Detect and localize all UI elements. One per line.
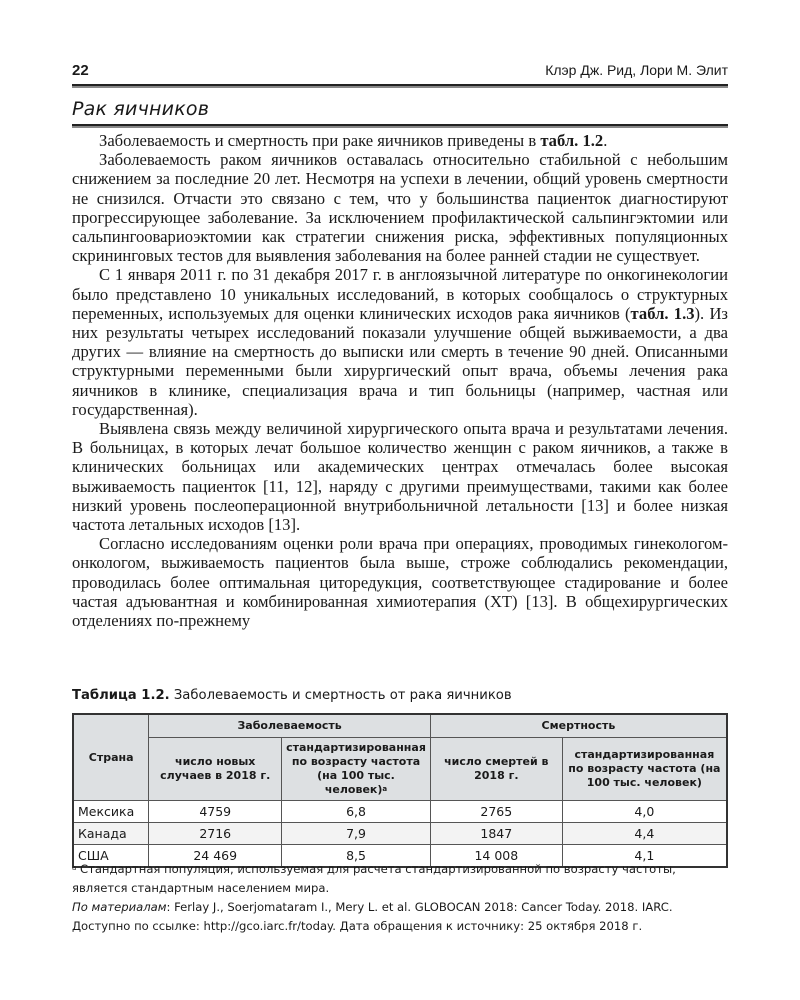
table-caption-label: Таблица 1.2. (72, 688, 170, 703)
cell-new-cases: 4759 (149, 801, 282, 823)
source-label: По материалам (72, 900, 167, 914)
cell-country: Канада (73, 823, 149, 845)
cell-mortality-rate: 4,1 (562, 845, 727, 868)
footnote-marker: а (72, 864, 77, 872)
header-rule (72, 84, 728, 88)
page-number: 22 (72, 62, 89, 79)
paragraph: Выявлена связь между величиной хирургического опыта врача и результатами лечения. В больницах, в которых лечат большое количество женщин с раком яичников, а также в клинических больницах или академических центрах отмечалась более высокая выживаемость пациенток [11, 12], наряду с другими преимуществами, такими как более низкий уровень послеоперационной внутрибольничной летальности [13] и более низкая частота летальных исходов [13]. (72, 419, 728, 535)
table-reference-link[interactable]: табл. 1.2 (540, 131, 604, 150)
access-note: Доступно по ссылке: http://gco.iarc.fr/today. Дата обращения к источнику: 25 октября 2018 г. (72, 919, 643, 933)
column-header-new-cases: число новых случаев в 2018 г. (149, 738, 282, 801)
cell-mortality-rate: 4,4 (562, 823, 727, 845)
paragraph: Заболеваемость и смертность при раке яичников приведены в табл. 1.2. (99, 131, 608, 150)
table-caption-text: Заболеваемость и смертность от рака яичников (169, 688, 512, 703)
cell-deaths: 1847 (430, 823, 562, 845)
source-note: По материалам: Ferlay J., Soerjomataram I., Mery L. et al. GLOBOCAN 2018: Cancer Today. 2018. IARC. (72, 900, 673, 914)
table-row (73, 801, 727, 823)
cell-country: Мексика (73, 801, 149, 823)
section-title-rule (72, 124, 728, 128)
table-footnotes (72, 860, 728, 936)
body-text (72, 131, 728, 630)
paragraph: Заболеваемость раком яичников оставалась относительно стабильной с небольшим снижением за последние 20 лет. Несмотря на успехи в лечении, общий уровень смертности не снизился. Отчасти это связано с тем, что у большинства пациенток диагностируют прогрессирующее заболевание. За исключением профилактической сальпингэктомии или сальпингоовариоэктомии как стратегии снижения риска, эффективных популяционных скрининговых тестов для выявления заболевания на более ранней стадии не существует. (72, 150, 728, 266)
running-header (72, 60, 728, 82)
footnote-marker: а (382, 785, 388, 793)
cell-deaths: 14 008 (430, 845, 562, 868)
cell-incidence-rate: 7,9 (282, 823, 431, 845)
running-head-authors: Клэр Дж. Рид, Лори М. Элит (545, 62, 728, 78)
section-title: Рак яичников (72, 98, 210, 120)
cell-country: США (73, 845, 149, 868)
table-caption (72, 688, 512, 703)
cell-incidence-rate: 8,5 (282, 845, 431, 868)
paragraph: Согласно исследованиям оценки роли врача при операциях, проводимых гинекологом-онкологом, выживаемость пациентов была выше, строже соблюдались рекомендации, проводилась более оптимальная циторедукция, соответствующее стадирование и более частая адъювантная и комбинированная химиотерапия (ХТ) [13]. В общехирургических отделениях по-прежнему (72, 534, 728, 631)
table-row (73, 823, 727, 845)
column-header-incidence-rate: стандартизированная по возрасту частота (на 100 тыс. человек)$^а$ (282, 738, 431, 801)
column-header-deaths: число смертей в 2018 г. (430, 738, 562, 801)
footnote-a: $^а$ Стандартная популяция, используемая для расчета стандартизированной по возрасту частоты, является стандартным населением мира. (72, 862, 676, 895)
cell-incidence-rate: 6,8 (282, 801, 431, 823)
column-header-mortality-rate: стандартизированная по возрасту частота (на 100 тыс. человек) (562, 738, 727, 801)
table-reference-link[interactable]: табл. 1.3 (630, 303, 695, 323)
cell-new-cases: 2716 (149, 823, 282, 845)
cell-deaths: 2765 (430, 801, 562, 823)
group-header-incidence: Заболеваемость (149, 714, 431, 738)
cell-mortality-rate: 4,0 (562, 801, 727, 823)
paragraph: С 1 января 2011 г. по 31 декабря 2017 г. в англоязычной литературе по онкогинекологии было представлено 10 уникальных исследований, в которых сообщалось о структурных переменных, используемых для оценки клинических исходов рака яичников (табл. 1.3). Из них результаты четырех исследований показали улучшение общей выживаемости, а два других — влияние на смертность до выписки или смерть в течение 90 дней. Описанными структурными переменными были хирургический опыт врача, объемы лечения рака яичников в клинике, специализация врача и тип больницы (например, частная или государственная). (72, 265, 728, 419)
column-header-country: Страна (73, 714, 149, 801)
incidence-mortality-table (72, 713, 728, 868)
cell-new-cases: 24 469 (149, 845, 282, 868)
group-header-mortality: Смертность (430, 714, 727, 738)
